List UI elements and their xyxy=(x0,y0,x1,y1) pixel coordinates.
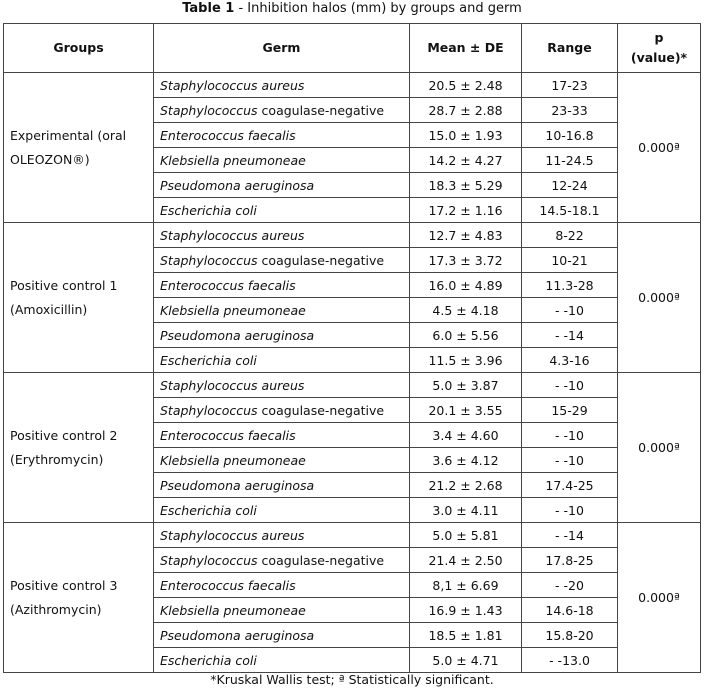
range-cell: 10-16.8 xyxy=(522,123,618,148)
mean-cell: 3.4 ± 4.60 xyxy=(410,423,522,448)
mean-cell: 11.5 ± 3.96 xyxy=(410,348,522,373)
germ-cell xyxy=(154,123,410,148)
range-cell: - -13.0 xyxy=(522,648,618,673)
table-row xyxy=(4,223,701,248)
header-groups: Groups xyxy=(4,24,154,73)
range-cell: 15.8-20 xyxy=(522,623,618,648)
germ-cell xyxy=(154,298,410,323)
germ-cell xyxy=(154,198,410,223)
germ-cell xyxy=(154,273,410,298)
range-cell: - -20 xyxy=(522,573,618,598)
germ-cell xyxy=(154,523,410,548)
mean-cell: 8,1 ± 6.69 xyxy=(410,573,522,598)
germ-cell xyxy=(154,498,410,523)
germ-name: Klebsiella pneumoneae xyxy=(160,602,306,618)
mean-cell: 28.7 ± 2.88 xyxy=(410,98,522,123)
mean-cell: 6.0 ± 5.56 xyxy=(410,323,522,348)
germ-name: Pseudomona aeruginosa xyxy=(160,477,315,493)
mean-cell: 14.2 ± 4.27 xyxy=(410,148,522,173)
group-name-line1: Positive control 2 xyxy=(10,427,118,443)
group-name-line2: (Amoxicillin) xyxy=(10,301,88,317)
germ-name: Escherichia coli xyxy=(160,652,257,668)
group-name-cell xyxy=(4,223,154,373)
germ-name: Pseudomona aeruginosa xyxy=(160,327,315,343)
germ-cell xyxy=(154,248,410,273)
germ-name: Enterococcus faecalis xyxy=(160,577,296,593)
mean-cell: 5.0 ± 4.71 xyxy=(410,648,522,673)
range-cell: 14.6-18 xyxy=(522,598,618,623)
p-value-cell: 0.000ª xyxy=(618,523,701,673)
header-range: Range xyxy=(522,24,618,73)
germ-name: Pseudomona aeruginosa xyxy=(160,627,315,643)
germ-cell xyxy=(154,548,410,573)
header-germ: Germ xyxy=(154,24,410,73)
mean-cell: 20.1 ± 3.55 xyxy=(410,398,522,423)
mean-cell: 3.6 ± 4.12 xyxy=(410,448,522,473)
range-cell: - -10 xyxy=(522,423,618,448)
range-cell: - -10 xyxy=(522,373,618,398)
header-p-value xyxy=(618,24,701,73)
range-cell: - -10 xyxy=(522,298,618,323)
range-cell: 17.4-25 xyxy=(522,473,618,498)
mean-cell: 17.2 ± 1.16 xyxy=(410,198,522,223)
mean-cell: 5.0 ± 3.87 xyxy=(410,373,522,398)
group-name-line2: (Erythromycin) xyxy=(10,451,104,467)
germ-name: Enterococcus faecalis xyxy=(160,127,296,143)
mean-cell: 3.0 ± 4.11 xyxy=(410,498,522,523)
germ-cell xyxy=(154,98,410,123)
group-name-cell xyxy=(4,73,154,223)
p-value-cell: 0.000ª xyxy=(618,73,701,223)
table-row xyxy=(4,73,701,98)
germ-cell xyxy=(154,323,410,348)
mean-cell: 17.3 ± 3.72 xyxy=(410,248,522,273)
germ-name: Klebsiella pneumoneae xyxy=(160,152,306,168)
group-name-cell xyxy=(4,373,154,523)
germ-cell xyxy=(154,223,410,248)
germ-name: Staphylococcus aureus xyxy=(160,377,305,393)
germ-name: Escherichia coli xyxy=(160,502,257,518)
germ-cell xyxy=(154,623,410,648)
range-cell: - -14 xyxy=(522,523,618,548)
germ-suffix: coagulase-negative xyxy=(257,402,385,418)
group-name-line2: (Azithromycin) xyxy=(10,601,102,617)
germ-cell xyxy=(154,73,410,98)
germ-suffix: coagulase-negative xyxy=(257,252,385,268)
mean-cell: 4.5 ± 4.18 xyxy=(410,298,522,323)
germ-name: Staphylococcus xyxy=(160,102,258,118)
germ-cell xyxy=(154,398,410,423)
germ-name: Escherichia coli xyxy=(160,352,257,368)
germ-cell xyxy=(154,648,410,673)
germ-name: Klebsiella pneumoneae xyxy=(160,302,306,318)
range-cell: 12-24 xyxy=(522,173,618,198)
germ-cell xyxy=(154,448,410,473)
range-cell: 23-33 xyxy=(522,98,618,123)
table-caption-text: - Inhibition halos (mm) by groups and germ xyxy=(234,1,522,16)
mean-cell: 18.3 ± 5.29 xyxy=(410,173,522,198)
mean-cell: 21.2 ± 2.68 xyxy=(410,473,522,498)
range-cell: 11.3-28 xyxy=(522,273,618,298)
germ-cell xyxy=(154,573,410,598)
germ-name: Enterococcus faecalis xyxy=(160,427,296,443)
mean-cell: 20.5 ± 2.48 xyxy=(410,73,522,98)
germ-cell xyxy=(154,173,410,198)
range-cell: 4.3-16 xyxy=(522,348,618,373)
header-p-line1: p xyxy=(654,30,664,45)
header-mean: Mean ± DE xyxy=(410,24,522,73)
group-name-line2: OLEOZON®) xyxy=(10,151,90,167)
germ-name: Staphylococcus xyxy=(160,402,258,418)
group-name-cell xyxy=(4,523,154,673)
inhibition-halos-table xyxy=(3,23,701,673)
group-name-line1: Positive control 1 xyxy=(10,277,118,293)
mean-cell: 15.0 ± 1.93 xyxy=(410,123,522,148)
germ-name: Staphylococcus xyxy=(160,552,258,568)
germ-cell xyxy=(154,423,410,448)
germ-name: Escherichia coli xyxy=(160,202,257,218)
table-row xyxy=(4,523,701,548)
germ-cell xyxy=(154,473,410,498)
mean-cell: 18.5 ± 1.81 xyxy=(410,623,522,648)
mean-cell: 21.4 ± 2.50 xyxy=(410,548,522,573)
range-cell: - -14 xyxy=(522,323,618,348)
germ-name: Staphylococcus aureus xyxy=(160,77,305,93)
header-p-line2: (value)* xyxy=(630,50,688,65)
germ-cell xyxy=(154,373,410,398)
table-row xyxy=(4,373,701,398)
range-cell: 11-24.5 xyxy=(522,148,618,173)
mean-cell: 16.9 ± 1.43 xyxy=(410,598,522,623)
germ-cell xyxy=(154,348,410,373)
range-cell: 15-29 xyxy=(522,398,618,423)
range-cell: 17-23 xyxy=(522,73,618,98)
p-value-cell: 0.000ª xyxy=(618,223,701,373)
range-cell: 8-22 xyxy=(522,223,618,248)
range-cell: - -10 xyxy=(522,448,618,473)
germ-name: Pseudomona aeruginosa xyxy=(160,177,315,193)
germ-suffix: coagulase-negative xyxy=(257,552,385,568)
table-caption xyxy=(0,0,704,20)
mean-cell: 5.0 ± 5.81 xyxy=(410,523,522,548)
table-header-row xyxy=(4,24,701,73)
p-value-cell: 0.000ª xyxy=(618,373,701,523)
germ-name: Staphylococcus aureus xyxy=(160,227,305,243)
table-caption-label: Table 1 xyxy=(182,1,235,16)
germ-name: Staphylococcus xyxy=(160,252,258,268)
germ-cell xyxy=(154,598,410,623)
table-body xyxy=(4,73,701,673)
range-cell: 17.8-25 xyxy=(522,548,618,573)
mean-cell: 12.7 ± 4.83 xyxy=(410,223,522,248)
group-name-line1: Positive control 3 xyxy=(10,577,118,593)
range-cell: 10-21 xyxy=(522,248,618,273)
mean-cell: 16.0 ± 4.89 xyxy=(410,273,522,298)
germ-cell xyxy=(154,148,410,173)
table-footnote: *Kruskal Wallis test; ª Statistically significant. xyxy=(210,672,494,687)
range-cell: - -10 xyxy=(522,498,618,523)
germ-suffix: coagulase-negative xyxy=(257,102,385,118)
germ-name: Staphylococcus aureus xyxy=(160,527,305,543)
group-name-line1: Experimental (oral xyxy=(10,127,127,143)
range-cell: 14.5-18.1 xyxy=(522,198,618,223)
germ-name: Klebsiella pneumoneae xyxy=(160,452,306,468)
germ-name: Enterococcus faecalis xyxy=(160,277,296,293)
